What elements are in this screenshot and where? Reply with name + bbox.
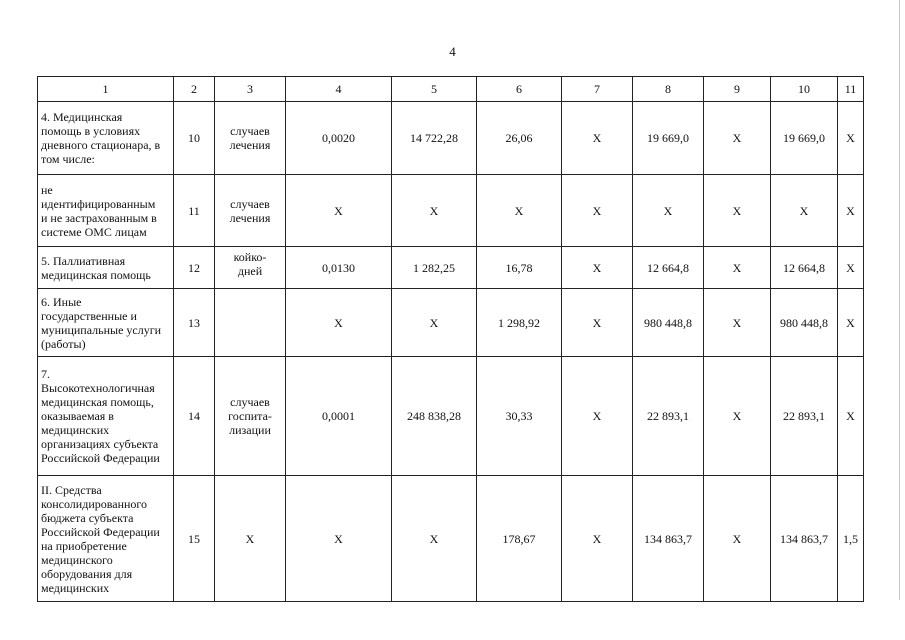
page-number: 4 — [449, 44, 456, 59]
table-cell: X — [704, 175, 771, 247]
table-cell: 12 664,8 — [771, 247, 838, 289]
row-name-cell — [38, 357, 174, 476]
table-cell: 134 863,7 — [633, 476, 704, 602]
unit-cell: койко- дней — [215, 247, 286, 289]
table-cell: X — [562, 102, 633, 175]
table-cell: 16,78 — [477, 247, 562, 289]
table-cell: 980 448,8 — [633, 289, 704, 357]
table-cell: X — [477, 175, 562, 247]
table-cell: 0,0001 — [286, 357, 392, 476]
row-name-line: медицинских — [41, 423, 110, 437]
header-row — [38, 77, 864, 102]
table-cell: X — [633, 175, 704, 247]
table-row — [38, 247, 864, 289]
table-cell: 15 — [174, 476, 215, 602]
header-cell-7: 7 — [562, 77, 633, 102]
row-name-line: оказываемая в — [41, 409, 114, 423]
header-cell-3: 3 — [215, 77, 286, 102]
header-cell-11: 11 — [838, 77, 864, 102]
table-cell: 14 — [174, 357, 215, 476]
row-name-cell — [38, 247, 174, 289]
table-cell: X — [838, 102, 864, 175]
row-name-line: и не застрахованным в — [41, 210, 157, 225]
row-name-line: 6. Иные — [41, 294, 82, 309]
row-name-line: медицинских — [41, 580, 110, 595]
table-cell: 11 — [174, 175, 215, 247]
table-cell: 178,67 — [477, 476, 562, 602]
header-cell-8: 8 — [633, 77, 704, 102]
table-cell: X — [562, 247, 633, 289]
header-cell-2: 2 — [174, 77, 215, 102]
table-cell: 1,5 — [838, 476, 864, 602]
unit-cell: случаев лечения — [215, 102, 286, 175]
row-name-line: системе ОМС лицам — [41, 224, 147, 239]
table-cell: X — [838, 289, 864, 357]
table-cell: X — [838, 357, 864, 476]
table-cell: X — [704, 102, 771, 175]
row-name-line: Российской Федерации — [41, 451, 160, 465]
table-cell: X — [392, 289, 477, 357]
row-name-line: дневного стационара, в — [41, 138, 161, 152]
table-row — [38, 102, 864, 175]
row-name-line: медицинского — [41, 552, 113, 567]
row-name-line: организациях субъекта — [41, 437, 159, 451]
table-cell: X — [286, 175, 392, 247]
row-name-line: муниципальные услуги — [41, 322, 162, 337]
table-cell: 12 — [174, 247, 215, 289]
header-cell-6: 6 — [477, 77, 562, 102]
table-cell: X — [838, 175, 864, 247]
header-cell-9: 9 — [704, 77, 771, 102]
table-cell: 10 — [174, 102, 215, 175]
table-cell: 1 298,92 — [477, 289, 562, 357]
table-cell: 0,0020 — [286, 102, 392, 175]
row-name-line: 7. — [41, 367, 50, 381]
row-name-line: государственные и — [41, 308, 137, 323]
table-cell: X — [562, 175, 633, 247]
table-cell: 0,0130 — [286, 247, 392, 289]
table-cell: X — [392, 175, 477, 247]
row-name-cell — [38, 476, 174, 602]
table-cell: 30,33 — [477, 357, 562, 476]
row-name-line: консолидированного — [41, 496, 148, 511]
table-cell: 22 893,1 — [633, 357, 704, 476]
row-name-line: Высокотехнологичная — [41, 381, 155, 395]
row-name-line: том числе: — [41, 152, 95, 166]
row-name-cell — [38, 102, 174, 175]
table-cell: 19 669,0 — [633, 102, 704, 175]
row-name-line: бюджета субъекта — [41, 510, 134, 525]
table-cell: X — [392, 476, 477, 602]
unit-cell — [215, 289, 286, 357]
table-row — [38, 289, 864, 357]
unit-cell: X — [215, 476, 286, 602]
table-cell: 13 — [174, 289, 215, 357]
header-cell-10: 10 — [771, 77, 838, 102]
table-cell: X — [704, 289, 771, 357]
table-row — [38, 476, 864, 602]
table-cell: 14 722,28 — [392, 102, 477, 175]
table-row — [38, 357, 864, 476]
table-cell: X — [286, 476, 392, 602]
table-cell: X — [838, 247, 864, 289]
row-name-line: (работы) — [41, 336, 86, 351]
table-cell: X — [562, 357, 633, 476]
table-cell: 12 664,8 — [633, 247, 704, 289]
row-name-line: на приобретение — [41, 538, 127, 553]
table-cell: 980 448,8 — [771, 289, 838, 357]
row-name-line: Российской Федерации — [41, 524, 160, 539]
table-cell: 26,06 — [477, 102, 562, 175]
table-row — [38, 175, 864, 247]
table-cell: X — [286, 289, 392, 357]
row-name-line: медицинская помощь, — [41, 395, 154, 409]
unit-cell: случаев лечения — [215, 175, 286, 247]
row-name-line: идентифицированным — [41, 196, 156, 211]
unit-cell: случаев госпита- лизации — [215, 357, 286, 476]
row-name-line: не — [41, 182, 53, 197]
row-name-cell — [38, 289, 174, 357]
table-cell: 1 282,25 — [392, 247, 477, 289]
scan-edge-line — [899, 0, 900, 600]
table-cell: X — [562, 289, 633, 357]
header-cell-1: 1 — [38, 77, 174, 102]
table-cell: 22 893,1 — [771, 357, 838, 476]
data-table — [37, 76, 864, 602]
row-name-line: медицинская помощь — [41, 267, 151, 282]
row-name-line: помощь в условиях — [41, 124, 141, 138]
table-cell: X — [562, 476, 633, 602]
header-cell-5: 5 — [392, 77, 477, 102]
table-cell: 248 838,28 — [392, 357, 477, 476]
row-name-cell — [38, 175, 174, 247]
row-name-line: II. Средства — [41, 482, 102, 497]
row-name-line: 4. Медицинская — [41, 110, 123, 124]
row-name-line: 5. Паллиативная — [41, 253, 126, 268]
row-name-line: оборудования для — [41, 566, 133, 581]
table-cell: X — [704, 247, 771, 289]
table-cell: X — [704, 476, 771, 602]
table-cell: 19 669,0 — [771, 102, 838, 175]
header-cell-4: 4 — [286, 77, 392, 102]
table-cell: X — [771, 175, 838, 247]
table-cell: 134 863,7 — [771, 476, 838, 602]
table-cell: X — [704, 357, 771, 476]
